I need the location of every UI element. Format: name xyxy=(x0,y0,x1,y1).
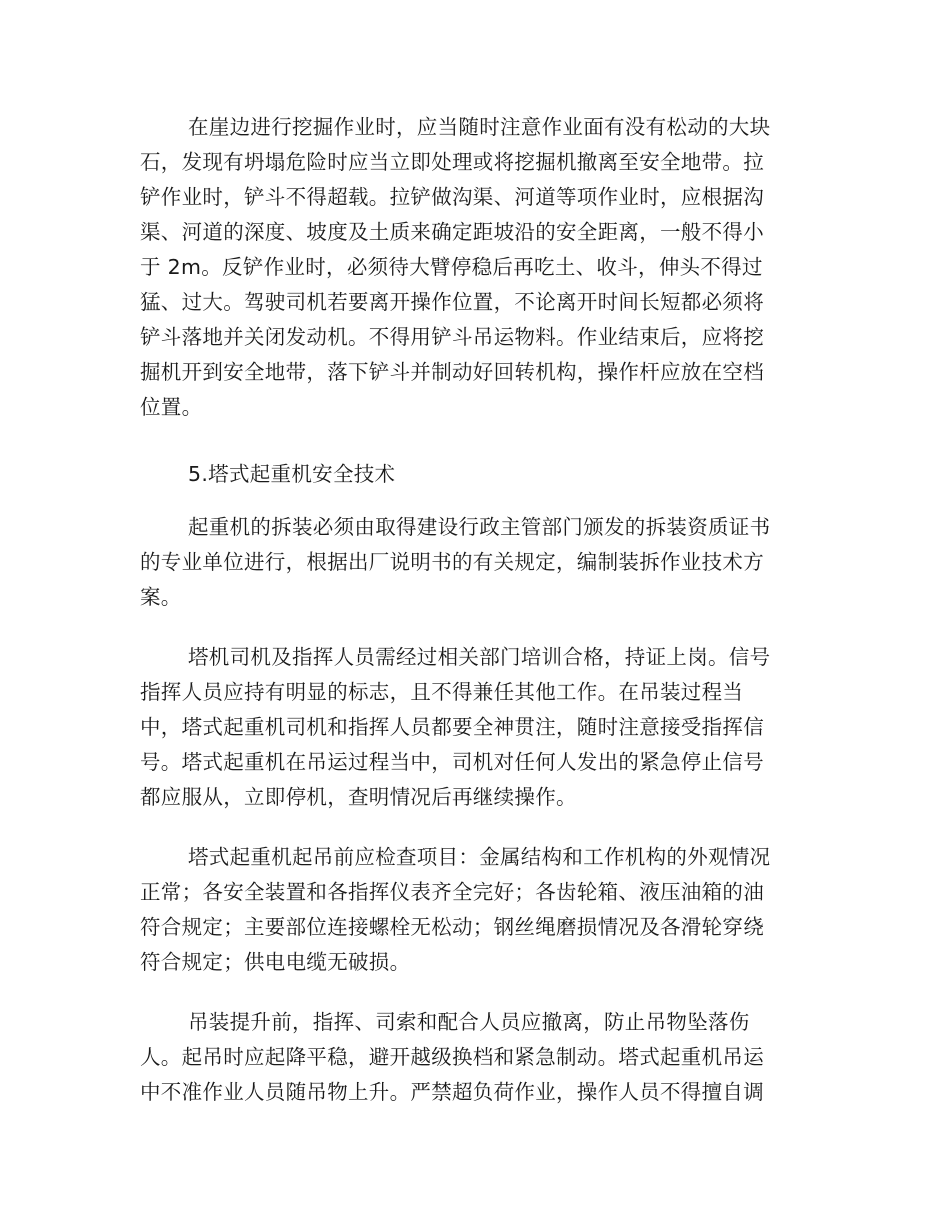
paragraph-4-line-1: 塔式起重机起吊前应检查项目：金属结构和工作机构的外观情况 xyxy=(188,845,771,869)
paragraph-3-line-5: 都应服从，立即停机，查明情况后再继续操作。 xyxy=(140,785,577,809)
paragraph-1-line-4: 渠、河道的深度、坡度及土质来确定距坡沿的安全距离，一般不得小 xyxy=(140,220,764,244)
paragraph-1-line-6: 猛、过大。驾驶司机若要离开操作位置，不论离开时间长短都必须将 xyxy=(140,290,764,314)
paragraph-4-line-3: 符合规定；主要部位连接螺栓无松动；钢丝绳磨损情况及各滑轮穿绕 xyxy=(140,915,764,939)
paragraph-1-line-1: 在崖边进行挖掘作业时，应当随时注意作业面有没有松动的大块 xyxy=(188,115,771,139)
section-heading: 5.塔式起重机安全技术 xyxy=(188,462,396,486)
paragraph-5-line-2: 人。起吊时应起降平稳，避开越级换档和紧急制动。塔式起重机吊运 xyxy=(140,1045,764,1069)
paragraph-1-line-5: 于 2m。反铲作业时，必须待大臂停稳后再吃土、收斗，伸头不得过 xyxy=(140,255,763,279)
paragraph-3-line-3: 中，塔式起重机司机和指挥人员都要全神贯注，随时注意接受指挥信 xyxy=(140,715,764,739)
paragraph-3-line-2: 指挥人员应持有明显的标志，且不得兼任其他工作。在吊装过程当 xyxy=(140,680,744,704)
paragraph-2-line-2: 的专业单位进行，根据出厂说明书的有关规定，编制装拆作业技术方 xyxy=(140,550,764,574)
paragraph-3-line-1: 塔机司机及指挥人员需经过相关部门培训合格，持证上岗。信号 xyxy=(188,645,771,669)
paragraph-5-line-1: 吊装提升前，指挥、司索和配合人员应撤离，防止吊物坠落伤 xyxy=(188,1010,750,1034)
paragraph-1-line-9: 位置。 xyxy=(140,395,203,419)
paragraph-1-line-3: 铲作业时，铲斗不得超载。拉铲做沟渠、河道等项作业时，应根据沟 xyxy=(140,185,764,209)
paragraph-5-line-3: 中不准作业人员随吊物上升。严禁超负荷作业，操作人员不得擅自调 xyxy=(140,1080,764,1104)
paragraph-3-line-4: 号。塔式起重机在吊运过程当中，司机对任何人发出的紧急停止信号 xyxy=(140,750,764,774)
paragraph-1-line-7: 铲斗落地并关闭发动机。不得用铲斗吊运物料。作业结束后，应将挖 xyxy=(140,325,764,349)
paragraph-4-line-4: 符合规定；供电电缆无破损。 xyxy=(140,950,411,974)
paragraph-2-line-1: 起重机的拆装必须由取得建设行政主管部门颁发的拆装资质证书 xyxy=(188,515,771,539)
paragraph-2-line-3: 案。 xyxy=(140,585,182,609)
paragraph-4-line-2: 正常；各安全装置和各指挥仪表齐全完好；各齿轮箱、液压油箱的油 xyxy=(140,880,764,904)
paragraph-1-line-8: 掘机开到安全地带，落下铲斗并制动好回转机构，操作杆应放在空档 xyxy=(140,360,764,384)
paragraph-1-line-2: 石，发现有坍塌危险时应当立即处理或将挖掘机撤离至安全地带。拉 xyxy=(140,150,764,174)
